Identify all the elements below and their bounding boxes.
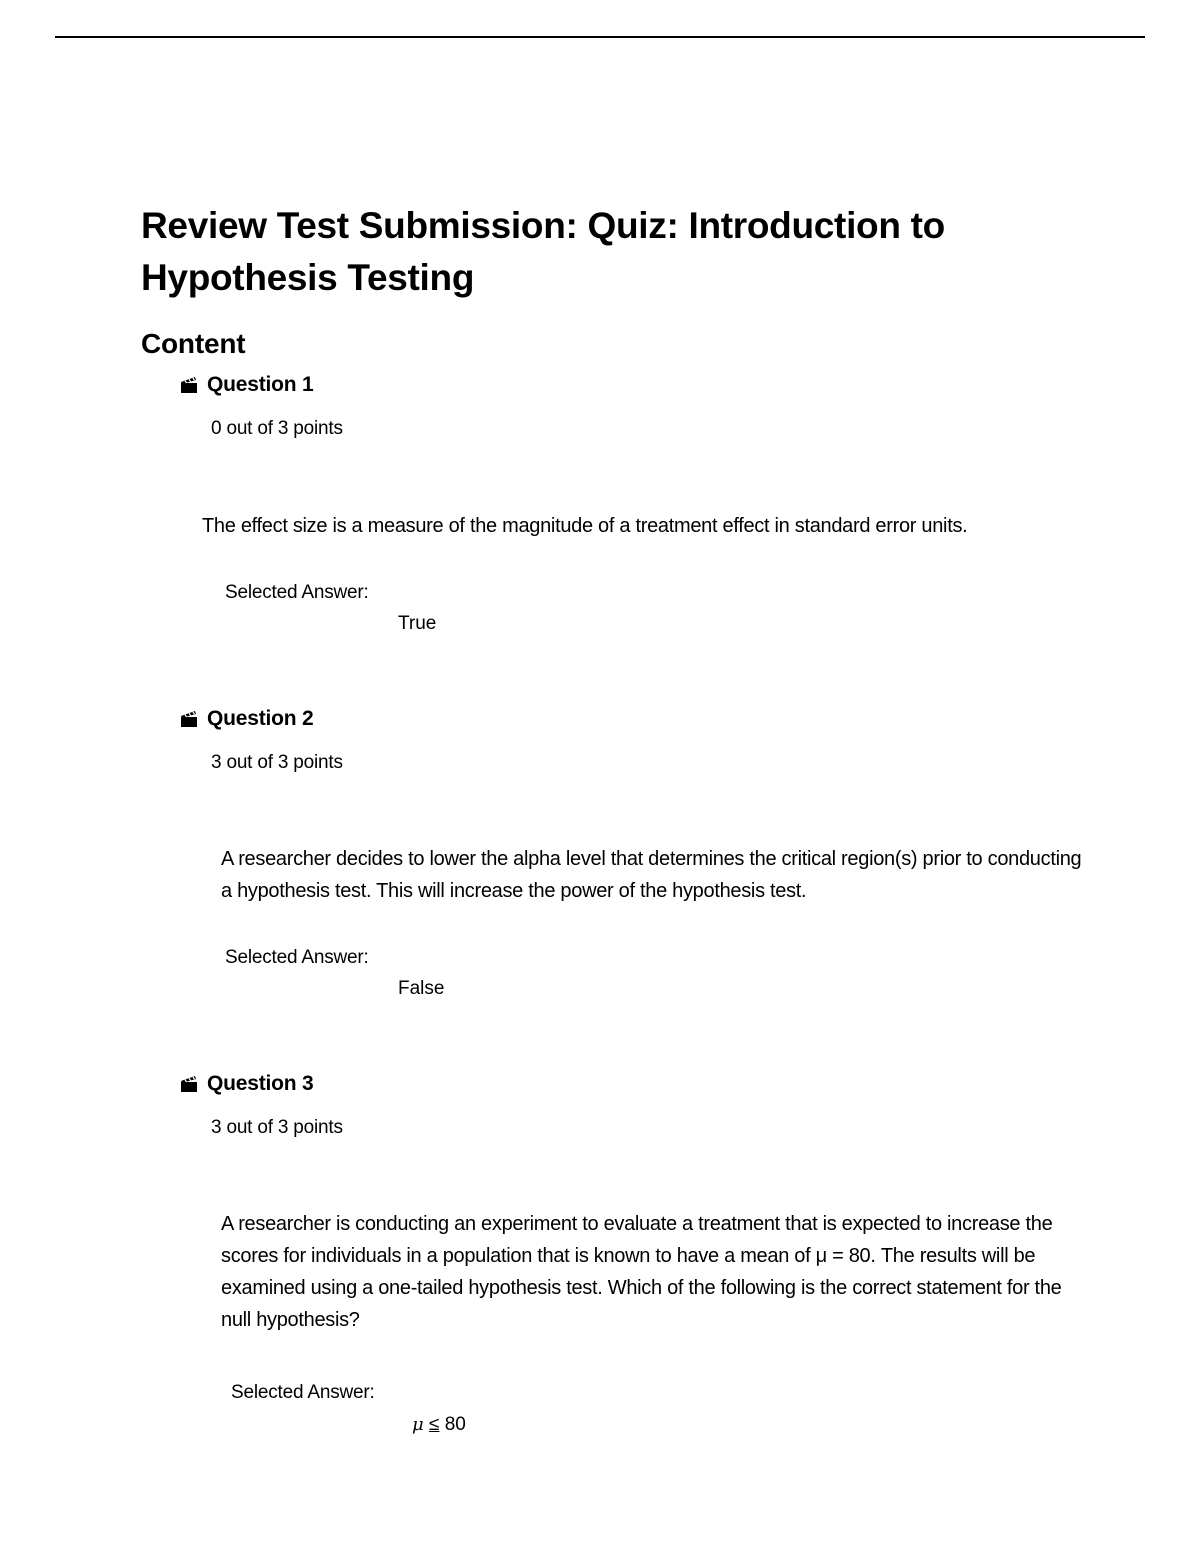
selected-answer-label: Selected Answer: bbox=[231, 1382, 375, 1403]
question-2 bbox=[0, 706, 1200, 1066]
question-points: 3 out of 3 points bbox=[211, 752, 343, 773]
selected-answer-value: False bbox=[398, 978, 445, 999]
question-header bbox=[180, 372, 314, 398]
question-clapper-icon bbox=[180, 376, 198, 394]
page-title: Review Test Submission: Quiz: Introduction to Hypothesis Testing bbox=[141, 205, 945, 298]
selected-answer-label: Selected Answer: bbox=[225, 947, 369, 968]
top-divider bbox=[55, 36, 1145, 38]
less-or-equal-symbol: ≤ bbox=[428, 1414, 440, 1435]
answer-number: 80 bbox=[444, 1414, 466, 1435]
question-title: Question 3 bbox=[207, 1072, 314, 1095]
mu-symbol: μ bbox=[412, 1414, 424, 1435]
question-points: 3 out of 3 points bbox=[211, 1117, 343, 1138]
question-title: Question 2 bbox=[207, 707, 314, 730]
question-title: Question 1 bbox=[207, 373, 314, 396]
question-header bbox=[180, 706, 314, 732]
question-text: A researcher decides to lower the alpha level that determines the critical region(s) prior to conducting a hypothesis test. This will increase the power of the hypothesis test. bbox=[221, 848, 1082, 902]
question-1 bbox=[0, 372, 1200, 732]
question-3 bbox=[0, 1071, 1200, 1451]
question-clapper-icon bbox=[180, 1075, 198, 1093]
question-clapper-icon bbox=[180, 710, 198, 728]
question-text: A researcher is conducting an experiment to evaluate a treatment that is expected to increase the scores for individuals in a population that is known to have a mean of μ = 80. The results will be examined using a one-tailed hypothesis test. Which of the following is the correct statement for the null hypothesis? bbox=[221, 1213, 1062, 1331]
selected-answer-label: Selected Answer: bbox=[225, 582, 369, 603]
question-header bbox=[180, 1071, 314, 1097]
question-text: The effect size is a measure of the magnitude of a treatment effect in standard error units. bbox=[202, 515, 968, 537]
selected-answer-value: True bbox=[398, 613, 437, 634]
selected-answer-value bbox=[412, 1412, 466, 1438]
content-heading: Content bbox=[141, 328, 246, 359]
question-points: 0 out of 3 points bbox=[211, 418, 343, 439]
